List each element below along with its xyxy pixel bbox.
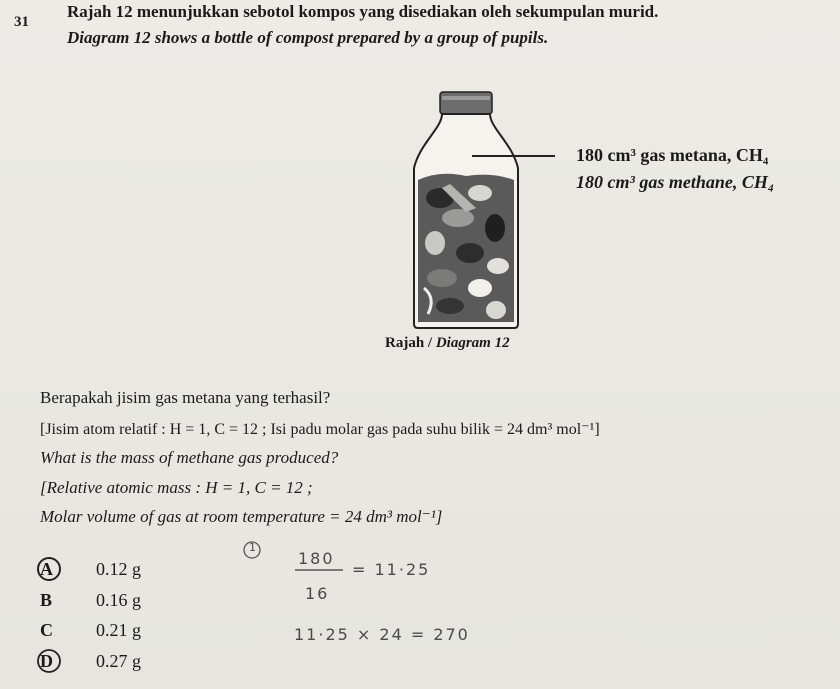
option-b[interactable] bbox=[40, 590, 141, 611]
question-number: 31 bbox=[14, 14, 29, 30]
circle-mark-d bbox=[36, 648, 64, 676]
given-data-english-line2: Molar volume of gas at room temperature = 24 dm³ mol⁻¹] bbox=[40, 507, 443, 526]
handwritten-denominator: 16 bbox=[305, 584, 330, 603]
handwritten-calculation: 11·25 × 24 = 270 bbox=[294, 625, 470, 644]
fraction-bar bbox=[295, 568, 345, 572]
option-c-letter: C bbox=[40, 620, 53, 640]
bottle-cap bbox=[440, 92, 492, 114]
gas-label-english: 180 cm³ gas methane, CH₄ bbox=[576, 172, 775, 192]
gas-label-malay: 180 cm³ gas metana, CH₄ bbox=[576, 145, 769, 165]
option-b-letter: B bbox=[40, 590, 53, 610]
question-intro-malay: Rajah 12 menunjukkan sebotol kompos yang disediakan oleh sekumpulan murid. bbox=[67, 2, 659, 21]
option-a-value: 0.12 g bbox=[96, 559, 141, 579]
option-b-value: 0.16 g bbox=[96, 590, 141, 610]
compost-contents bbox=[418, 174, 514, 322]
caption-english: Diagram 12 bbox=[435, 335, 510, 351]
handwritten-numerator: 180 bbox=[298, 549, 335, 568]
question-intro-english: Diagram 12 shows a bottle of compost prepared by a group of pupils. bbox=[67, 28, 549, 47]
prompt-english: What is the mass of methane gas produced? bbox=[40, 448, 339, 467]
option-d-value: 0.27 g bbox=[96, 651, 141, 671]
prompt-malay: Berapakah jisim gas metana yang terhasil? bbox=[40, 388, 331, 407]
option-d-letter: D bbox=[40, 651, 53, 671]
compost-bottle-diagram bbox=[380, 88, 840, 338]
step-number: 1 bbox=[249, 541, 258, 554]
given-data-malay: [Jisim atom relatif : H = 1, C = 12 ; Isi padu molar gas pada suhu bilik = 24 dm³ mol⁻¹] bbox=[40, 421, 600, 438]
circle-mark-a bbox=[36, 556, 64, 584]
option-a-letter: A bbox=[40, 559, 53, 579]
handwritten-result: = 11·25 bbox=[352, 560, 431, 579]
option-c-value: 0.21 g bbox=[96, 620, 141, 640]
option-c[interactable] bbox=[40, 620, 141, 641]
diagram-caption bbox=[385, 335, 510, 352]
given-data-english-line1: [Relative atomic mass : H = 1, C = 12 ; bbox=[40, 478, 313, 497]
caption-malay: Rajah / bbox=[385, 335, 436, 351]
